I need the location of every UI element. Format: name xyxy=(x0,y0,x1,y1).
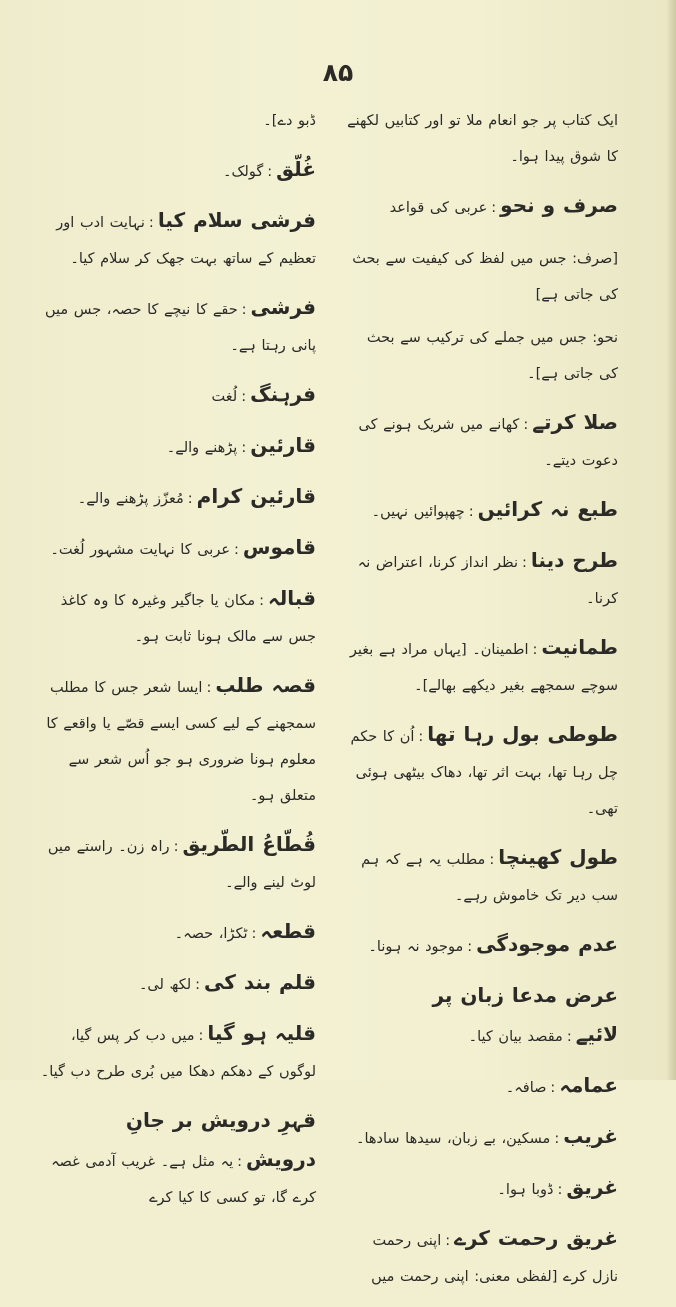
entry-term: غُلّق xyxy=(276,157,316,181)
entry-definition: عربی کا نہایت مشہور لُغت۔ xyxy=(50,542,230,558)
entry-definition: چھپوائیں نہیں۔ xyxy=(371,504,465,520)
glossary-entry: طوطی بول رہا تھا:اُن کا حکم چل رہا تھا، بہت اثر تھا، دھاک بیٹھی ہوئی تھی۔ xyxy=(350,722,618,817)
entry-term: فرشی xyxy=(250,295,316,319)
entry-term: غریق xyxy=(566,1175,618,1199)
glossary-entry: صلا کرتے:کھانے میں شریک ہونے کی دعوت دیتے۔ xyxy=(358,410,618,469)
entry-term: عدم موجودگی xyxy=(476,932,618,956)
entry-term: عمامہ xyxy=(559,1073,618,1097)
entry-term: غریب xyxy=(563,1124,618,1148)
glossary-entry: طبع نہ کرائیں:چھپوائیں نہیں۔ xyxy=(371,497,618,521)
glossary-entry: غُلّق:گولک۔ xyxy=(222,157,316,181)
entry-definition: صافہ۔ xyxy=(505,1080,547,1096)
glossary-column-left xyxy=(38,100,316,1228)
entry-term: طوطی بول رہا تھا xyxy=(427,722,618,746)
entry-definition: ایک کتاب پر جو انعام ملا تو اور کتابیں لکھنے کا شوق پیدا ہوا۔ xyxy=(347,113,618,165)
glossary-entry: قلیہ ہو گیا:میں دب کر پس گیا، لوگوں کے دھکم دھکا میں بُری طرح دب گیا۔ xyxy=(40,1021,316,1080)
entry-definition: یہ مثل ہے۔ غریب آدمی غصہ کرے گا، تو کسی کا کیا کرے xyxy=(51,1154,316,1206)
entry-definition: راہ زن۔ راستے میں لوٹ لینے والے۔ xyxy=(47,839,316,891)
glossary-entry xyxy=(346,238,618,313)
entry-definition: میں دب کر پس گیا، لوگوں کے دھکم دھکا میں بُری طرح دب گیا۔ xyxy=(40,1028,316,1080)
entry-definition: نظر انداز کرنا، اعتراض نہ کرنا۔ xyxy=(357,555,618,607)
glossary-entry: قصہ طلب:ایسا شعر جس کا مطلب سمجھنے کے لیے کسی ایسے قصّے یا واقعے کا معلوم ہونا ضروری ہو جو اُس شعر سے متعلق ہو۔ xyxy=(46,673,316,804)
glossary-entry: قارئین کرام:مُعزّز پڑھنے والے۔ xyxy=(77,484,316,508)
page-number: ۸۵ xyxy=(322,58,354,87)
entry-term: طمانیت xyxy=(541,635,618,659)
entry-definition: ایسا شعر جس کا مطلب سمجھنے کے لیے کسی ایسے قصّے یا واقعے کا معلوم ہونا ضروری ہو جو اُس شعر سے متعلق ہو۔ xyxy=(46,680,316,804)
entry-term: طرح دینا xyxy=(530,548,618,572)
glossary-entry: فرشی سلام کیا:نہایت ادب اور تعظیم کے ساتھ بہت جھک کر سلام کیا۔ xyxy=(56,208,316,267)
entry-term: قلیہ ہو گیا xyxy=(207,1021,316,1045)
page-edge-shadow xyxy=(666,0,676,1080)
glossary-entry: فرہنگ:لُغت xyxy=(211,382,316,406)
glossary-entry: قبالہ:مکان یا جاگیر وغیرہ کا وہ کاغذ جس سے مالک ہونا ثابت ہو۔ xyxy=(60,586,316,645)
entry-definition: اپنی رحمت نازل کرے [لفظی معنی: اپنی رحمت میں xyxy=(371,1233,618,1285)
glossary-entry: عرض مدعا زبان پر لائیے:مقصد بیان کیا۔ xyxy=(432,983,618,1046)
entry-definition: مسکین، بے زبان، سیدھا سادھا۔ xyxy=(355,1131,551,1147)
entry-term: قطعہ xyxy=(260,919,316,943)
entry-definition: نحو: جس میں جملے کی ترکیب سے بحث کی جاتی ہے]۔ xyxy=(366,330,618,382)
glossary-entry xyxy=(346,100,618,175)
entry-definition: ٹکڑا، حصہ۔ xyxy=(174,926,248,942)
entry-definition: ڈوبا ہوا۔ xyxy=(497,1182,554,1198)
entry-term: قصہ طلب xyxy=(215,673,316,697)
glossary-entry: طمانیت:اطمینان۔ [یہاں مراد ہے بغیر سوچے سمجھے بغیر دیکھے بھالے]۔ xyxy=(349,635,618,694)
entry-term: طول کھینچا xyxy=(498,845,618,869)
glossary-entry: غریب:مسکین، بے زبان، سیدھا سادھا۔ xyxy=(355,1124,618,1148)
entry-definition: گولک۔ xyxy=(222,164,264,180)
entry-term: طبع نہ کرائیں xyxy=(477,497,618,521)
entry-term: قہرِ درویش بر جانِ درویش xyxy=(125,1108,316,1171)
glossary-entry: غریق رحمت کرے:اپنی رحمت نازل کرے [لفظی معنی: اپنی رحمت میں xyxy=(371,1226,618,1285)
entry-definition: پڑھنے والے۔ xyxy=(166,440,238,456)
entry-definition: مکان یا جاگیر وغیرہ کا وہ کاغذ جس سے مالک ہونا ثابت ہو۔ xyxy=(60,593,316,645)
entry-term: قُطّاعُ الطّریق xyxy=(182,832,316,856)
entry-term: صلا کرتے xyxy=(532,410,618,434)
entry-term: عرض مدعا زبان پر لائیے xyxy=(432,983,618,1046)
entry-definition: ڈبو دے]۔ xyxy=(263,113,316,129)
entry-definition: مطلب یہ ہے کہ ہم سب دیر تک خاموش رہے۔ xyxy=(361,852,618,904)
glossary-entry: قارئین:پڑھنے والے۔ xyxy=(166,433,316,457)
glossary-entry: فرشی:حقے کا نیچے کا حصہ، جس میں پانی رہتا ہے۔ xyxy=(44,295,316,354)
entry-term: قارئین xyxy=(250,433,316,457)
entry-definition: عربی کی قواعد xyxy=(389,200,488,216)
glossary-entry: قطعہ:ٹکڑا، حصہ۔ xyxy=(174,919,316,943)
glossary-entry xyxy=(38,100,316,139)
glossary-column-right xyxy=(346,100,618,1307)
glossary-entry: قُطّاعُ الطّریق:راہ زن۔ راستے میں لوٹ لینے والے۔ xyxy=(47,832,316,891)
entry-definition: لکھ لی۔ xyxy=(138,977,192,993)
entry-term: قاموس xyxy=(242,535,316,559)
glossary-entry: طرح دینا:نظر انداز کرنا، اعتراض نہ کرنا۔ xyxy=(357,548,618,607)
glossary-entry: صرف و نحو:عربی کی قواعد xyxy=(389,193,618,217)
glossary-entry: عمامہ:صافہ۔ xyxy=(505,1073,618,1097)
entry-definition: نہایت ادب اور تعظیم کے ساتھ بہت جھک کر سلام کیا۔ xyxy=(56,215,316,267)
glossary-entry: قلم بند کی:لکھ لی۔ xyxy=(138,970,316,994)
entry-definition: حقے کا نیچے کا حصہ، جس میں پانی رہتا ہے۔ xyxy=(44,302,316,354)
entry-definition: موجود نہ ہونا۔ xyxy=(368,939,464,955)
entry-term: غریق رحمت کرے xyxy=(454,1226,618,1250)
glossary-entry: طول کھینچا:مطلب یہ ہے کہ ہم سب دیر تک خاموش رہے۔ xyxy=(361,845,618,904)
glossary-entry: غریق:ڈوبا ہوا۔ xyxy=(497,1175,618,1199)
entry-term: قلم بند کی xyxy=(204,970,316,994)
glossary-entry: عدم موجودگی:موجود نہ ہونا۔ xyxy=(368,932,618,956)
entry-definition: مقصد بیان کیا۔ xyxy=(468,1029,563,1045)
glossary-entry: قہرِ درویش بر جانِ درویش:یہ مثل ہے۔ غریب آدمی غصہ کرے گا، تو کسی کا کیا کرے xyxy=(51,1108,316,1206)
entry-definition: اطمینان۔ [یہاں مراد ہے بغیر سوچے سمجھے بغیر دیکھے بھالے]۔ xyxy=(349,642,618,694)
glossary-entry: قاموس:عربی کا نہایت مشہور لُغت۔ xyxy=(50,535,316,559)
entry-term: فرشی سلام کیا xyxy=(157,208,316,232)
entry-term: فرہنگ xyxy=(250,382,316,406)
entry-definition: لُغت xyxy=(211,389,238,405)
entry-term: قارئین کرام xyxy=(196,484,316,508)
entry-definition: اُن کا حکم چل رہا تھا، بہت اثر تھا، دھاک بیٹھی ہوئی تھی۔ xyxy=(350,729,618,817)
entry-definition: [صرف: جس میں لفظ کی کیفیت سے بحث کی جاتی ہے] xyxy=(352,251,618,303)
entry-term: قبالہ xyxy=(268,586,316,610)
entry-term: صرف و نحو xyxy=(500,193,618,217)
entry-definition: کھانے میں شریک ہونے کی دعوت دیتے۔ xyxy=(358,417,618,469)
glossary-entry xyxy=(346,317,618,392)
entry-definition: مُعزّز پڑھنے والے۔ xyxy=(77,491,184,507)
